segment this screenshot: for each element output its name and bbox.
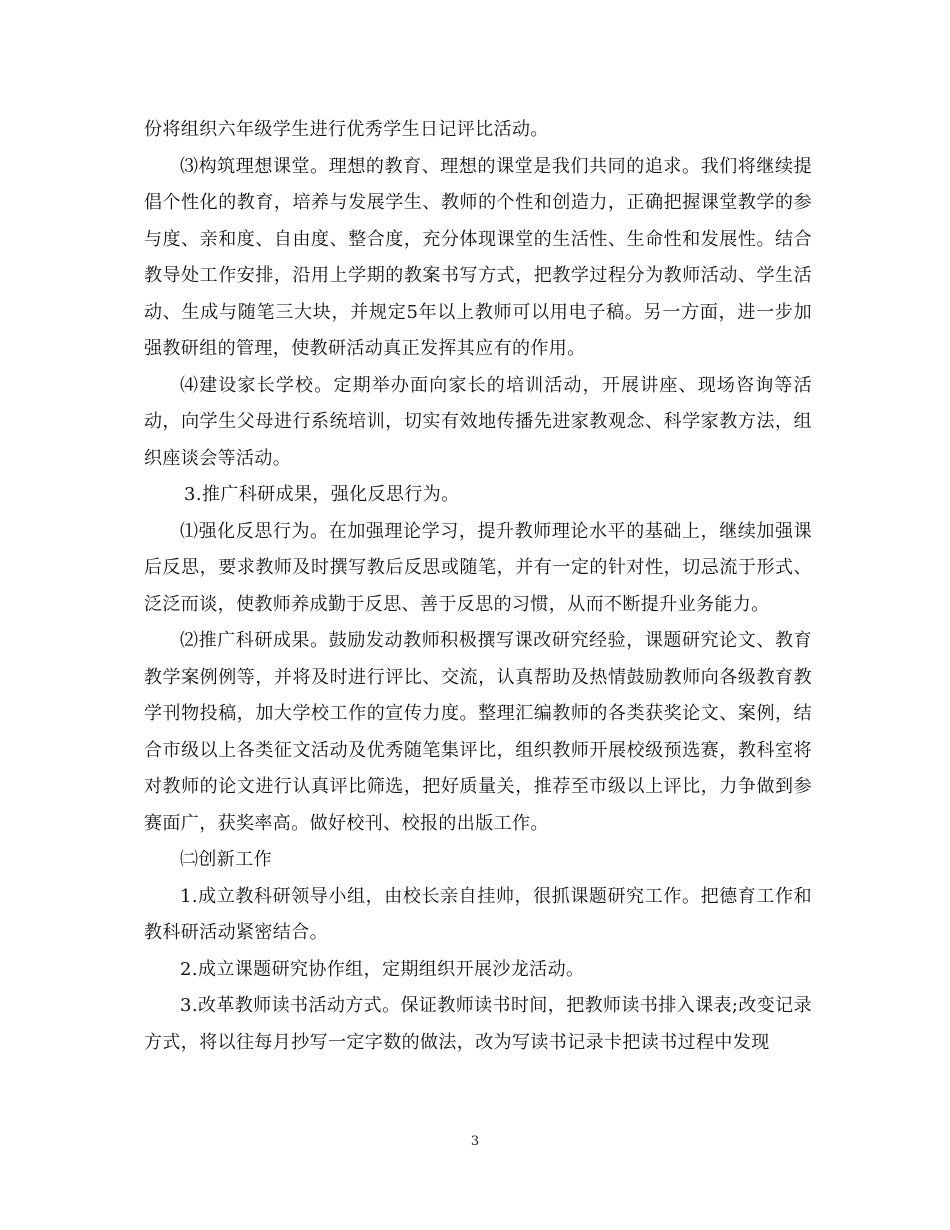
list-item-leadership-group: 1.成立教科研领导小组，由校长亲自挂帅，很抓课题研究工作。把德育工作和教科研活动紧密结合。: [144, 885, 812, 943]
paragraph-reflection: ⑴强化反思行为。在加强理论学习，提升教师理论水平的基础上，继续加强课后反思，要求教师及时撰写教后反思或随笔，并有一定的针对性，切忌流于形式、泛泛而谈，使教师养成勤于反思、善于反思的习惯，从而不断提升业务能力。: [144, 520, 812, 615]
list-item-research-collab: 2.成立课题研究协作组，定期组织开展沙龙活动。: [180, 958, 585, 980]
body-text: [144, 112, 812, 1061]
list-item-reading-reform: 3.改革教师读书活动方式。保证教师读书时间，把教师读书排入课表;改变记录方式，将以往每月抄写一定字数的做法，改为写读书记录卡把读书过程中发现: [144, 995, 812, 1053]
section-heading-research: 3.推广科研成果，强化反思行为。: [184, 484, 460, 505]
page-number: 3: [470, 1134, 480, 1149]
paragraph-promote-research: ⑵推广科研成果。鼓励发动教师积极撰写课改研究经验，课题研究论文、教育教学案例例等，并将及时进行评比、交流，认真帮助及热情鼓励教师向各级教育教学刊物投稿，加大学校工作的宣传力度。整理汇编教师的各类获奖论文、案例，结合市级以上各类征文活动及优秀随笔集评比，组织教师开展校级预选赛，教科室将对教师的论文进行认真评比筛选，把好质量关，推荐至市级以上评比，力争做到参赛面广，获奖率高。做好校刊、校报的出版工作。: [144, 630, 812, 834]
section-heading-innovation: ㈡创新工作: [180, 849, 272, 870]
paragraph-parent-school: ⑷建设家长学校。定期举办面向家长的培训活动，开展讲座、现场咨询等活动，向学生父母进行系统培训，切实有效地传播先进家教观念、科学家教方法，组织座谈会等活动。: [144, 374, 812, 469]
paragraph-ideal-classroom: ⑶构筑理想课堂。理想的教育、理想的课堂是我们共同的追求。我们将继续提倡个性化的教育，培养与发展学生、教师的个性和创造力，正确把握课堂教学的参与度、亲和度、自由度、整合度，充分体现课堂的生活性、生命性和发展性。结合教导处工作安排，沿用上学期的教案书写方式，把教学过程分为教师活动、学生活动、生成与随笔三大块，并规定5年以上教师可以用电子稿。另一方面，进一步加强教研组的管理，使教研活动真正发挥其应有的作用。: [144, 155, 812, 359]
paragraph-continued: 份将组织六年级学生进行优秀学生日记评比活动。: [144, 119, 549, 140]
